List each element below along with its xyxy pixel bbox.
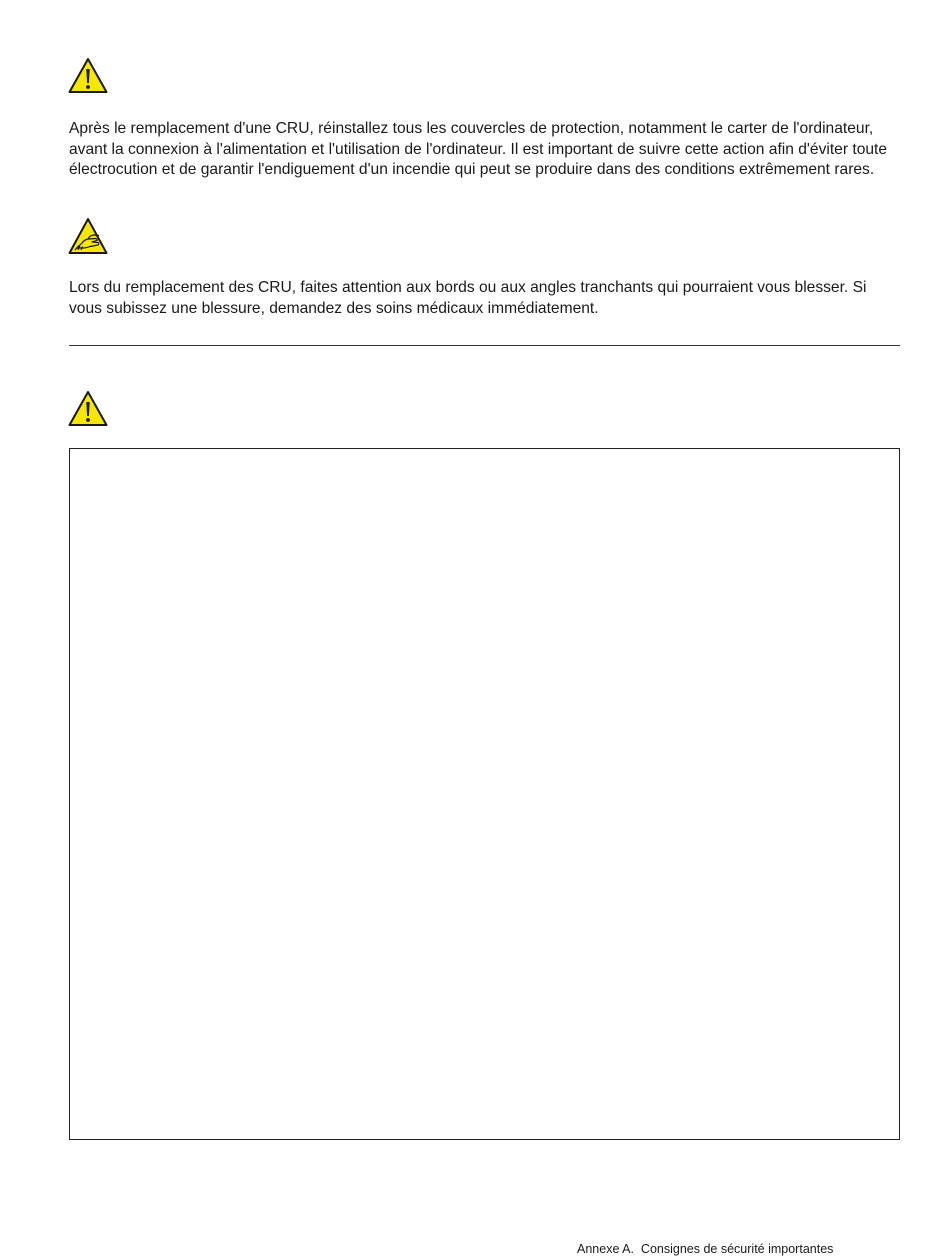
warning-content-box [69,448,900,1140]
section-divider [69,345,900,346]
warning-paragraph-covers: Après le remplacement d'une CRU, réinstallez tous les couvercles de protection, notamment le carter de l'ordinateur, avant la connexion à l'alimentation et l'utilisation de l'ordinateur. Il est important de suivre cette action afin d'éviter toute électrocution et de garantir l'endiguement d'un incendie qui peut se produire dans des conditions extrêmement rares. [69,120,888,178]
page-footer: Annexe A. Consignes de sécurité importantes [577,1242,834,1256]
caution-triangle-icon [68,57,108,94]
sharp-edge-hand-icon [68,217,108,255]
caution-triangle-icon [68,390,108,427]
warning-paragraph-sharp-edges: Lors du remplacement des CRU, faites attention aux bords ou aux angles tranchants qui pourraient vous blesser. Si vous subissez une blessure, demandez des soins médicaux immédiatement. [69,279,867,317]
